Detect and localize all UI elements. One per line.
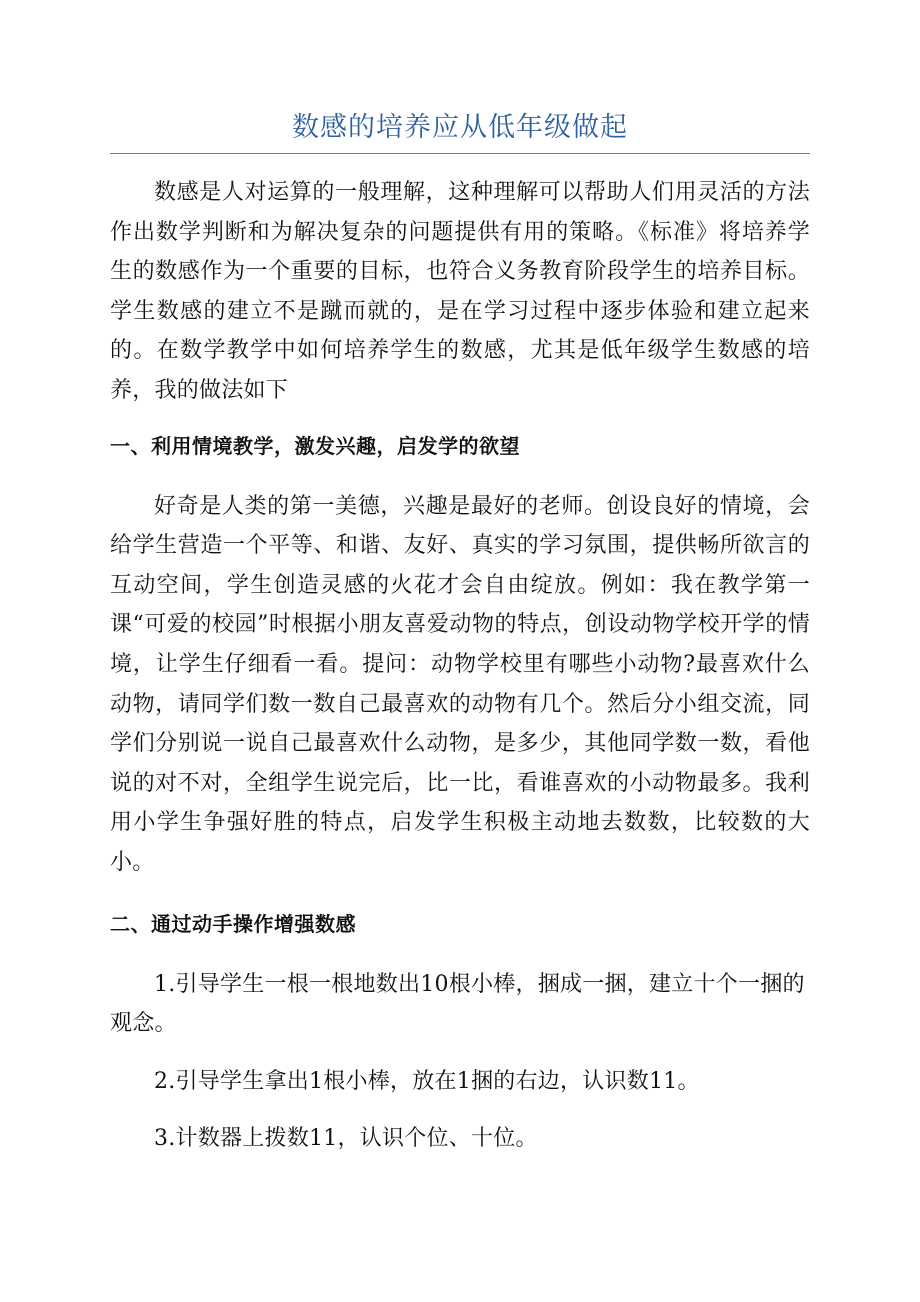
document-title: 数感的培养应从低年级做起 <box>292 112 628 143</box>
intro-paragraph: 数感是人对运算的一般理解，这种理解可以帮助人们用灵活的方法作出数学判断和为解决复杂的问题提供有用的策略。《标准》将培养学生的数感作为一个重要的目标，也符合义务教育阶段学生的培养目标。学生数感的建立不是蹴而就的，是在学习过程中逐步体验和建立起来的。在数学教学中如何培养学生的数感，尤其是低年级学生数感的培养，我的做法如下 <box>110 180 810 403</box>
section-2-item-3: 3.计数器上拨数11，认识个位、十位。 <box>154 1126 538 1152</box>
document-body <box>110 173 810 1159</box>
section-1-heading: 一、利用情境教学，激发兴趣，启发学的欲望 <box>110 433 520 458</box>
section-2-item-2: 2.引导学生拿出1根小棒，放在1捆的右边，认识数11。 <box>154 1068 700 1094</box>
section-2-heading: 二、通过动手操作增强数感 <box>110 911 356 936</box>
section-1-paragraph: 好奇是人类的第一美德，兴趣是最好的老师。创设良好的情境，会给学生营造一个平等、和谐、友好、真实的学习氛围，提供畅所欲言的互动空间，学生创造灵感的火花才会自由绽放。例如：我在教学第一课“可爱的校园”时根据小朋友喜爱动物的特点，创设动物学校开学的情境，让学生仔细看一看。提问：动物学校里有哪些小动物?最喜欢什么动物，请同学们数一数自己最喜欢的动物有几个。然后分小组交流，同学们分别说一说自己最喜欢什么动物，是多少，其他同学数一数，看他说的对不对，全组学生说完后，比一比，看谁喜欢的小动物最多。我利用小学生争强好胜的特点，启发学生积极主动地去数数，比较数的大小。 <box>110 493 810 875</box>
title-divider <box>110 153 810 154</box>
section-2-item-1: 1.引导学生一根一根地数出10根小棒，捆成一捆，建立十个一捆的观念。 <box>110 971 805 1037</box>
